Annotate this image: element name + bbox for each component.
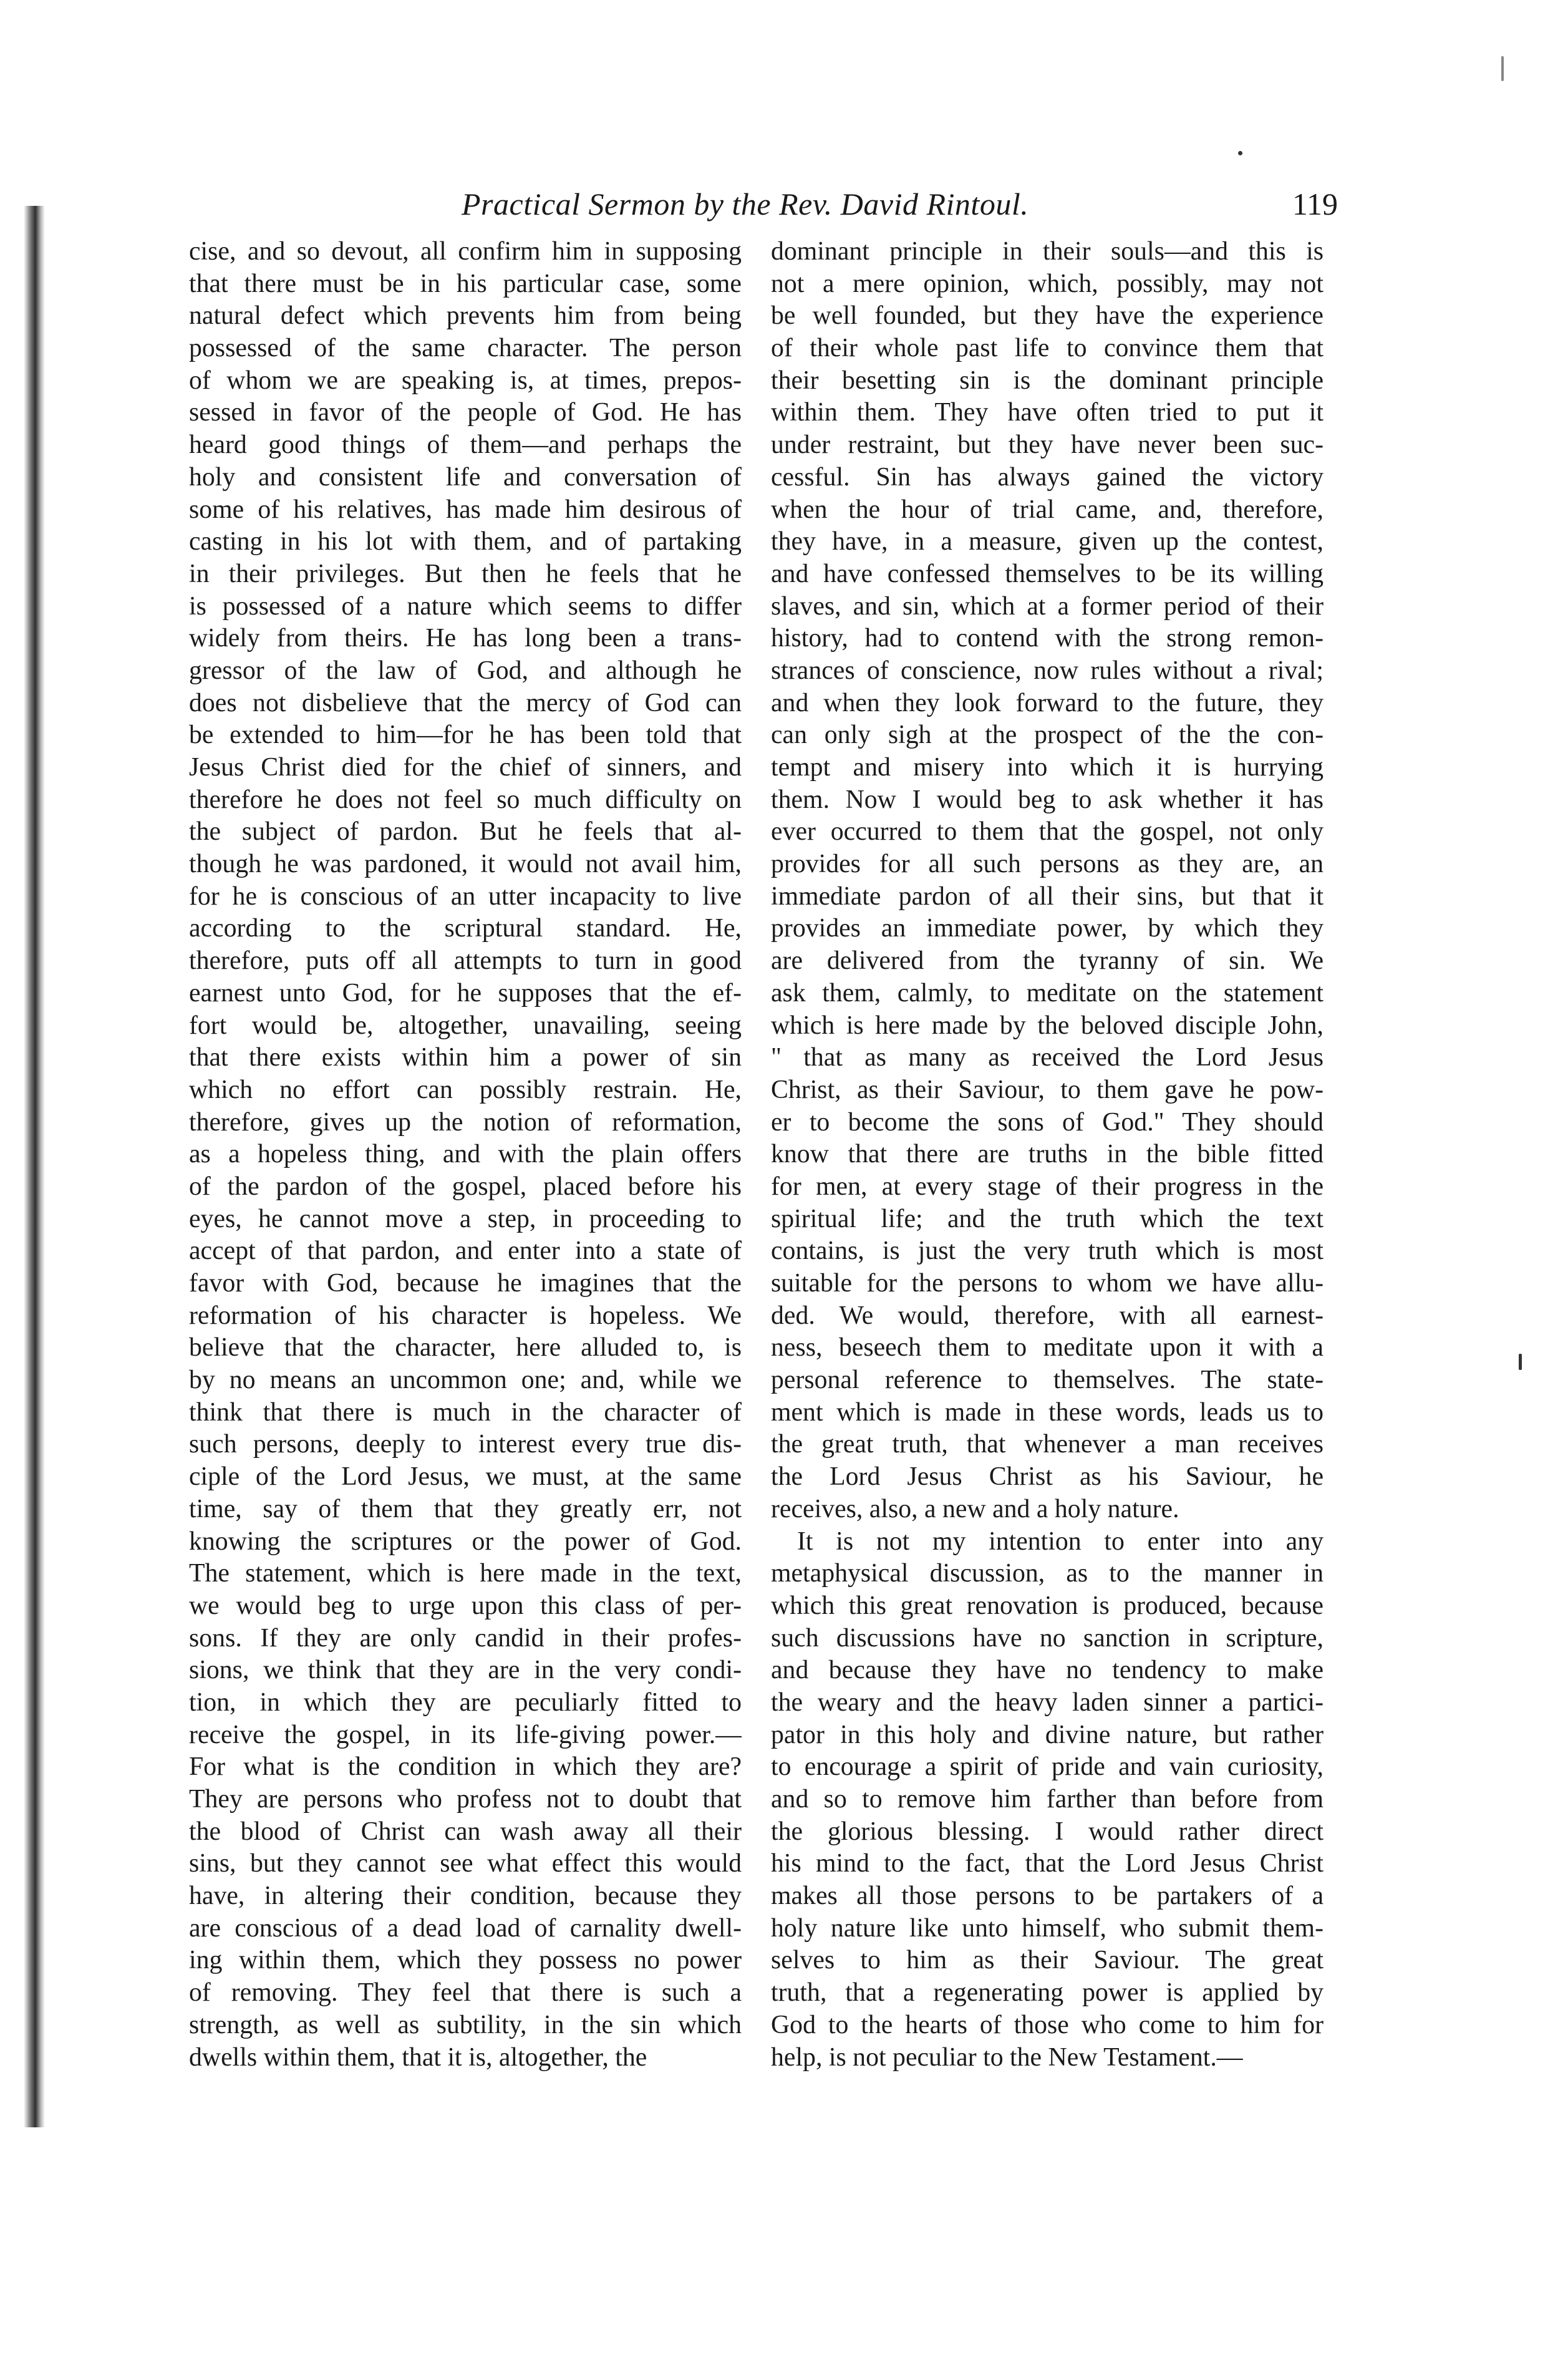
text-line: the glorious blessing. I would rather direct <box>771 1817 1324 1846</box>
text-line: the weary and the heavy laden sinner a partici- <box>771 1688 1324 1717</box>
text-line: therefore he does not feel so much difficulty on <box>189 785 742 814</box>
text-line: provides an immediate power, by which they <box>771 914 1324 943</box>
text-line: ask them, calmly, to meditate on the statement <box>771 978 1324 1008</box>
text-line: is possessed of a nature which seems to differ <box>189 591 742 621</box>
text-line: earnest unto God, for he supposes that the ef- <box>189 978 742 1008</box>
text-line: The statement, which is here made in the text, <box>189 1559 742 1588</box>
text-line: to encourage a spirit of pride and vain curiosity, <box>771 1752 1324 1782</box>
text-line: makes all those persons to be partakers of a <box>771 1882 1324 1911</box>
text-line: personal reference to themselves. The state- <box>771 1366 1324 1395</box>
text-line: Christ, as their Saviour, to them gave he pow- <box>771 1075 1324 1104</box>
text-line: ded. We would, therefore, with all earnest- <box>771 1301 1324 1330</box>
text-line: strances of conscience, now rules without a rival; <box>771 656 1324 685</box>
text-line: the Lord Jesus Christ as his Saviour, he <box>771 1462 1324 1492</box>
text-line: possessed of the same character. The person <box>189 334 742 363</box>
text-line: under restraint, but they have never been suc- <box>771 430 1324 460</box>
text-line: which is here made by the beloved disciple John, <box>771 1011 1324 1040</box>
text-line: strength, as well as subtility, in the sin which <box>189 2010 742 2039</box>
text-line: according to the scriptural standard. He, <box>189 914 742 943</box>
text-line: and so to remove him farther than before from <box>771 1785 1324 1814</box>
text-line: therefore, gives up the notion of reformation, <box>189 1107 742 1137</box>
text-line: ness, beseech them to meditate upon it with a <box>771 1333 1324 1362</box>
text-line: " that as many as received the Lord Jesus <box>771 1043 1324 1072</box>
text-line: metaphysical discussion, as to the manner in <box>771 1559 1324 1588</box>
text-line: by no means an uncommon one; and, while we <box>189 1366 742 1395</box>
text-line: help, is not peculiar to the New Testament.— <box>771 2042 1243 2072</box>
text-line: that there must be in his particular case, some <box>189 269 742 298</box>
text-line: sessed in favor of the people of God. He has <box>189 398 742 427</box>
text-line: for men, at every stage of their progress in the <box>771 1172 1324 1201</box>
text-line: provides for all such persons as they are, an <box>771 850 1324 879</box>
text-line: are conscious of a dead load of carnality dwell- <box>189 1913 742 1943</box>
text-line: his mind to the fact, that the Lord Jesus Christ <box>771 1849 1324 1878</box>
right-text-column <box>771 236 1324 2074</box>
text-line: casting in his lot with them, and of partaking <box>189 527 742 556</box>
text-line: sions, we think that they are in the very condi- <box>189 1656 742 1685</box>
text-line: cise, and so devout, all confirm him in supposing <box>189 237 742 266</box>
text-line: of whom we are speaking is, at times, prepos- <box>189 366 742 395</box>
text-line: time, say of them that they greatly err, not <box>189 1494 742 1523</box>
text-line: gressor of the law of God, and although he <box>189 656 742 685</box>
text-line: immediate pardon of all their sins, but that it <box>771 881 1324 911</box>
text-line: heard good things of them—and perhaps the <box>189 430 742 460</box>
text-line: they have, in a measure, given up the contest, <box>771 527 1324 556</box>
text-line: the blood of Christ can wash away all their <box>189 1817 742 1846</box>
text-line: natural defect which prevents him from being <box>189 301 742 331</box>
text-line: some of his relatives, has made him desirous of <box>189 495 742 524</box>
text-line: dominant principle in their souls—and this is <box>771 237 1324 266</box>
text-line: within them. They have often tried to put it <box>771 398 1324 427</box>
text-line: selves to him as their Saviour. The great <box>771 1946 1324 1975</box>
scan-speck <box>1519 1354 1522 1370</box>
text-line: think that there is much in the character of <box>189 1397 742 1427</box>
text-line: for he is conscious of an utter incapacity to live <box>189 881 742 911</box>
text-line: slaves, and sin, which at a former period of their <box>771 591 1324 621</box>
text-line: contains, is just the very truth which is most <box>771 1236 1324 1266</box>
text-line: ment which is made in these words, leads us to <box>771 1397 1324 1427</box>
text-line: and when they look forward to the future, they <box>771 688 1324 717</box>
text-line: It is not my intention to enter into any <box>797 1527 1324 1556</box>
text-line: are delivered from the tyranny of sin. We <box>771 946 1324 976</box>
text-line: therefore, puts off all attempts to turn in good <box>189 946 742 976</box>
text-line: their besetting sin is the dominant principle <box>771 366 1324 395</box>
text-line: pator in this holy and divine nature, but rather <box>771 1720 1324 1749</box>
text-line: history, had to contend with the strong remon- <box>771 624 1324 653</box>
text-line: such persons, deeply to interest every true dis- <box>189 1430 742 1459</box>
text-line: dwells within them, that it is, altogether, the <box>189 2042 647 2072</box>
text-line: of the pardon of the gospel, placed before his <box>189 1172 742 1201</box>
text-line: widely from theirs. He has long been a trans- <box>189 624 742 653</box>
text-line: of removing. They feel that there is such a <box>189 1978 742 2008</box>
text-line: ciple of the Lord Jesus, we must, at the same <box>189 1462 742 1492</box>
text-line: though he was pardoned, it would not avail him, <box>189 850 742 879</box>
text-line: They are persons who profess not to doubt that <box>189 1785 742 1814</box>
text-line: Jesus Christ died for the chief of sinners, and <box>189 753 742 782</box>
text-line: ing within them, which they possess no power <box>189 1946 742 1975</box>
text-line: receives, also, a new and a holy nature. <box>771 1494 1179 1523</box>
text-line: holy and consistent life and conversation of <box>189 462 742 492</box>
text-line: accept of that pardon, and enter into a state of <box>189 1236 742 1266</box>
text-line: believe that the character, here alluded to, is <box>189 1333 742 1362</box>
text-line: be extended to him—for he has been told that <box>189 721 742 750</box>
text-line: er to become the sons of God." They should <box>771 1107 1324 1137</box>
text-line: reformation of his character is hopeless. We <box>189 1301 742 1330</box>
text-line: favor with God, because he imagines that the <box>189 1269 742 1298</box>
scan-speck <box>1238 151 1242 155</box>
running-title: Practical Sermon by the Rev. David Rintoul. <box>462 187 1029 221</box>
text-line: not a mere opinion, which, possibly, may not <box>771 269 1324 298</box>
text-line: can only sigh at the prospect of the the con- <box>771 721 1324 750</box>
text-line: tion, in which they are peculiarly fitted to <box>189 1688 742 1717</box>
text-line: and because they have no tendency to make <box>771 1656 1324 1685</box>
text-line: which this great renovation is produced, because <box>771 1591 1324 1620</box>
text-line: eyes, he cannot move a step, in proceeding to <box>189 1204 742 1233</box>
text-line: have, in altering their condition, because they <box>189 1882 742 1911</box>
text-line: such discussions have no sanction in scripture, <box>771 1623 1324 1653</box>
text-line: suitable for the persons to whom we have allu- <box>771 1269 1324 1298</box>
text-line: them. Now I would beg to ask whether it has <box>771 785 1324 814</box>
text-line: sins, but they cannot see what effect this would <box>189 1849 742 1878</box>
text-line: which no effort can possibly restrain. He, <box>189 1075 742 1104</box>
text-line: God to the hearts of those who come to him for <box>771 2010 1324 2039</box>
text-line: when the hour of trial came, and, therefore, <box>771 495 1324 524</box>
text-line: holy nature like unto himself, who submit them- <box>771 1913 1324 1943</box>
text-line: the great truth, that whenever a man receives <box>771 1430 1324 1459</box>
text-line: we would beg to urge upon this class of per- <box>189 1591 742 1620</box>
text-line: of their whole past life to convince them that <box>771 334 1324 363</box>
scan-speck <box>1501 56 1504 81</box>
text-line: the subject of pardon. But he feels that al- <box>189 817 742 847</box>
text-line: sons. If they are only candid in their profes- <box>189 1623 742 1653</box>
text-line: knowing the scriptures or the power of God. <box>189 1527 742 1556</box>
text-line: For what is the condition in which they are? <box>189 1752 742 1782</box>
text-line: that there exists within him a power of sin <box>189 1043 742 1072</box>
page-header <box>462 182 1338 232</box>
text-line: tempt and misery into which it is hurrying <box>771 753 1324 782</box>
text-line: in their privileges. But then he feels that he <box>189 559 742 588</box>
text-line: know that there are truths in the bible fitted <box>771 1140 1324 1169</box>
text-line: spiritual life; and the truth which the text <box>771 1204 1324 1233</box>
text-line: fort would be, altogether, unavailing, seeing <box>189 1011 742 1040</box>
left-text-column <box>189 236 742 2074</box>
text-line: be well founded, but they have the experience <box>771 301 1324 331</box>
text-line: receive the gospel, in its life-giving power.— <box>189 1720 742 1749</box>
text-line: cessful. Sin has always gained the victory <box>771 462 1324 492</box>
text-line: does not disbelieve that the mercy of God can <box>189 688 742 717</box>
text-line: and have confessed themselves to be its willing <box>771 559 1324 588</box>
scan-binding-shadow <box>24 206 45 2127</box>
text-line: ever occurred to them that the gospel, not only <box>771 817 1324 847</box>
text-line: as a hopeless thing, and with the plain offers <box>189 1140 742 1169</box>
page-number: 119 <box>1292 187 1338 221</box>
text-line: truth, that a regenerating power is applied by <box>771 1978 1324 2008</box>
